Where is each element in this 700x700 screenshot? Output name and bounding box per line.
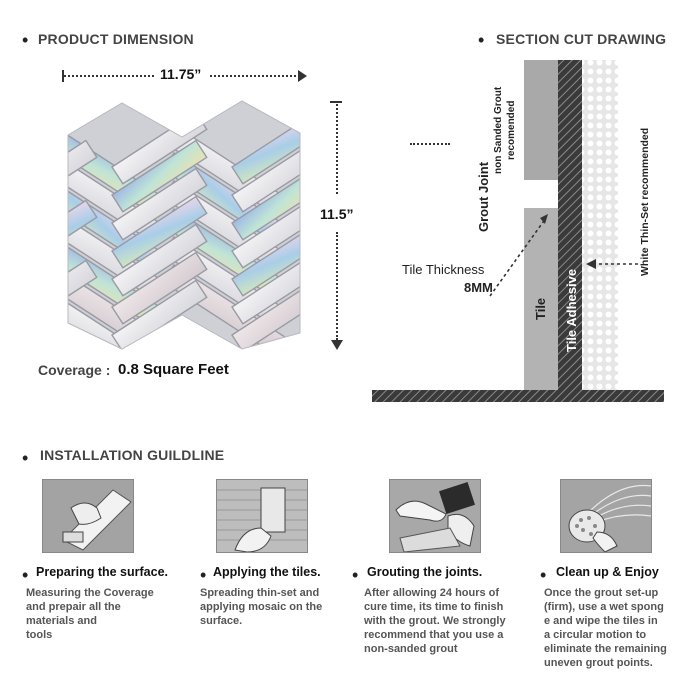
tile-adhesive-label: Tile Adhesive	[564, 268, 579, 352]
step-4-description: Once the grout set-up (firm), use a wet spong e and wipe the tiles in a circular motion to eliminate the remaining uneven grout points.	[544, 587, 667, 669]
arrow-down-icon	[331, 340, 343, 350]
sponge-icon	[561, 480, 652, 553]
step-1-title: Preparing the surface.	[36, 565, 168, 579]
thin-set-label: White Thin-Set recommended	[639, 127, 651, 276]
step-2-illustration	[216, 479, 308, 553]
section-cut-heading: SECTION CUT DRAWING	[496, 31, 667, 47]
height-dimension-line	[336, 104, 338, 194]
step-3-description: After allowing 24 hours of cure time, its time to finish with the grout. We strongly recommend that you use a non-sanded grout	[364, 587, 506, 655]
grout-float-icon	[390, 480, 481, 553]
bullet-icon: •	[22, 565, 29, 585]
height-label: 11.5”	[320, 206, 354, 222]
grout-joint-label: Grout Joint	[476, 161, 491, 232]
width-label: 11.75”	[160, 66, 202, 82]
bullet-icon: •	[478, 30, 485, 50]
width-dimension-line-right	[210, 75, 300, 77]
trowel-icon	[217, 480, 308, 553]
width-dimension-line	[64, 75, 154, 77]
tile-thickness-label: Tile Thickness	[402, 262, 485, 277]
coverage-label: Coverage :	[38, 362, 111, 378]
installation-heading: INSTALLATION GUILDLINE	[40, 447, 225, 463]
measuring-tape-icon	[43, 480, 134, 553]
tile-label: Tile	[533, 297, 548, 320]
section-cut-diagram	[370, 58, 670, 404]
tile-thickness-value: 8MM	[464, 280, 493, 295]
step-4-illustration	[560, 479, 652, 553]
height-dimension-line-lower	[336, 232, 338, 340]
grout-note-line2: recomended	[506, 100, 517, 160]
step-1-description: Measuring the Coverage and prepair all the materials and tools	[26, 587, 154, 641]
bullet-icon: •	[200, 565, 207, 585]
product-dimension-heading: PRODUCT DIMENSION	[38, 31, 194, 47]
step-3-title: Grouting the joints.	[367, 565, 483, 579]
step-4-title: Clean up & Enjoy	[556, 565, 659, 579]
bullet-icon: •	[22, 448, 29, 468]
step-1-illustration	[42, 479, 134, 553]
bullet-icon: •	[352, 565, 359, 585]
step-2-title: Applying the tiles.	[213, 565, 321, 579]
arrow-right-icon	[298, 70, 307, 82]
step-3-illustration	[389, 479, 481, 553]
coverage-value: 0.8 Square Feet	[118, 361, 229, 378]
bullet-icon: •	[540, 565, 547, 585]
bullet-icon: •	[22, 30, 29, 50]
tick-top-icon	[330, 101, 342, 103]
herringbone-mosaic-tile	[62, 95, 304, 351]
step-2-description: Spreading thin-set and applying mosaic on the surface.	[200, 587, 323, 627]
grout-note-line1: non Sanded Grout	[493, 86, 504, 174]
tick-left-icon	[62, 70, 64, 82]
